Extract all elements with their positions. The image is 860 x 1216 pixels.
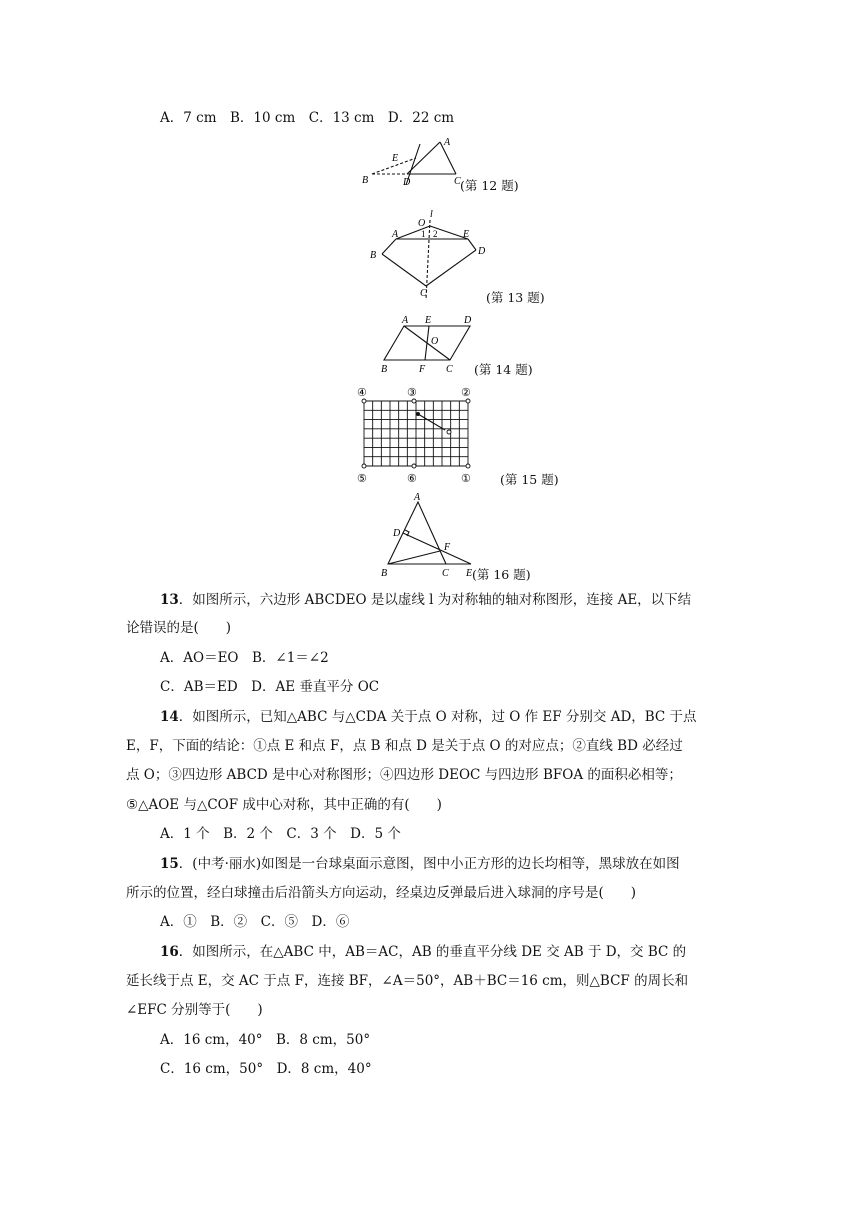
figure-16 <box>376 490 486 582</box>
q16-options-1: A．16 cm，40° B．8 cm，50° <box>160 1032 371 1048</box>
segment-ed <box>468 239 476 250</box>
pocket-hole-6 <box>412 464 416 468</box>
pocket-label-5: ⑤ <box>357 473 367 485</box>
figure-14 <box>376 312 476 376</box>
fig16-label-f: F <box>444 542 451 553</box>
q14-line-2: E，F，下面的结论：①点 E 和点 F，点 B 和点 D 是关于点 O 的对应点；②直线 BD 必经过 <box>126 738 683 754</box>
q16-line-2: 延长线于点 E，交 AC 于点 F，连接 BF，∠A＝50°，AB＋BC＝16 cm，则△BCF 的周长和 <box>126 973 689 989</box>
q14-options: A．1 个 B．2 个 C．3 个 D．5 个 <box>160 826 401 842</box>
fig16-caption: (第 16 题) <box>472 567 531 582</box>
white-ball <box>447 430 451 434</box>
q15-options: A．① B．② C．⑤ D．⑥ <box>160 914 350 930</box>
q14-text-1: ．如图所示，已知△ABC 与△CDA 关于点 O 对称，过 O 作 EF 分别交 AD，BC 于点 <box>178 709 697 725</box>
fig14-label-c: C <box>446 364 453 375</box>
pocket-label-1: ① <box>461 473 471 485</box>
fig13-label-l: l <box>430 209 433 220</box>
q13-options-2: C．AB＝ED D．AE 垂直平分 OC <box>160 679 380 695</box>
fig12-label-d: D <box>403 177 411 188</box>
fig14-label-f: F <box>419 364 426 375</box>
q16-number: 16 <box>160 944 179 960</box>
q13-line-1 <box>160 590 691 610</box>
q15-text-1: ．(中考·丽水)如图是一台球桌面示意图，图中小正方形的边长均相等，黑球放在如图 <box>178 856 680 872</box>
pocket-label-6: ⑥ <box>407 473 417 485</box>
segment-ef <box>425 326 429 360</box>
fig13-label-e: E <box>463 229 470 240</box>
pocket-hole-2 <box>466 399 470 403</box>
fig13-label-b: B <box>370 250 377 261</box>
fig12-label-e: E <box>392 153 399 164</box>
pocket-hole-3 <box>412 399 416 403</box>
fig13-label-a: A <box>392 229 399 240</box>
q14-line-1 <box>160 707 697 727</box>
segment-dc <box>426 250 476 286</box>
q15-number: 15 <box>160 856 179 872</box>
fig13-label-o: O <box>418 218 426 229</box>
fig13-label-c: C <box>420 288 427 299</box>
fig13-caption: (第 13 题) <box>486 290 545 305</box>
q14-line-4: ⑤△AOE 与△COF 成中心对称，其中正确的有( ) <box>126 797 442 813</box>
fig12-caption: (第 12 题) <box>460 178 519 193</box>
pocket-hole-4 <box>362 399 366 403</box>
fig16-label-d: D <box>393 528 401 539</box>
q12-options: A．7 cm B．10 cm C．13 cm D．22 cm <box>160 110 455 126</box>
pocket-label-4: ④ <box>357 387 367 399</box>
fig16-label-c: C <box>442 568 449 579</box>
pocket-label-2: ② <box>461 387 471 399</box>
fig13-angle-1: 1 <box>421 229 426 239</box>
black-ball <box>416 412 420 416</box>
segment-bc <box>382 254 426 286</box>
fig15-caption: (第 15 题) <box>500 472 559 487</box>
q15-line-1 <box>160 854 680 874</box>
fig14-label-o: O <box>431 336 439 347</box>
fig14-label-e: E <box>425 315 432 326</box>
segment-ab <box>382 239 396 254</box>
q13-line-2: 论错误的是( ) <box>126 620 232 636</box>
q14-number: 14 <box>160 709 179 725</box>
fig14-caption: (第 14 题) <box>474 362 533 377</box>
q13-number: 13 <box>160 592 179 608</box>
fig12-label-b: B <box>362 175 369 186</box>
q16-line-3: ∠EFC 分别等于( ) <box>126 1002 263 1018</box>
pocket-label-3: ③ <box>407 387 417 399</box>
fig16-label-e: E <box>466 568 473 579</box>
q13-text-1: ．如图所示，六边形 ABCDEO 是以虚线 l 为对称轴的轴对称图形，连接 AE，以下结 <box>178 592 692 608</box>
q14-line-3: 点 O；③四边形 ABCD 是中心对称图形；④四边形 DEOC 与四边形 BFOA 的面积必相等； <box>126 767 682 783</box>
q16-options-2: C．16 cm，50° D．8 cm，40° <box>160 1061 372 1077</box>
fig12-label-c: C <box>454 176 461 187</box>
segment-de <box>403 533 471 564</box>
pocket-hole-1 <box>466 464 470 468</box>
fig12-label-a: A <box>444 137 451 148</box>
fig13-label-d: D <box>478 246 486 257</box>
fig14-label-a: A <box>402 315 409 326</box>
fig13-angle-2: 2 <box>433 229 438 239</box>
q13-options-1: A．AO＝EO B．∠1＝∠2 <box>160 650 329 666</box>
figure-15 <box>350 384 482 488</box>
fig14-label-b: B <box>381 364 388 375</box>
figure-13 <box>366 206 496 304</box>
q15-line-2: 所示的位置，经白球撞击后沿箭头方向运动，经桌边反弹最后进入球洞的序号是( ) <box>126 885 637 901</box>
arrow-path <box>418 414 445 430</box>
fig16-label-b: B <box>381 568 388 579</box>
q16-text-1: ．如图所示，在△ABC 中，AB＝AC，AB 的垂直平分线 DE 交 AB 于 D，交 BC 的 <box>178 944 687 960</box>
fig14-label-d: D <box>464 315 472 326</box>
fig16-label-a: A <box>414 492 421 503</box>
segment-bf <box>388 551 440 564</box>
q16-line-1 <box>160 942 686 962</box>
pocket-hole-5 <box>362 464 366 468</box>
